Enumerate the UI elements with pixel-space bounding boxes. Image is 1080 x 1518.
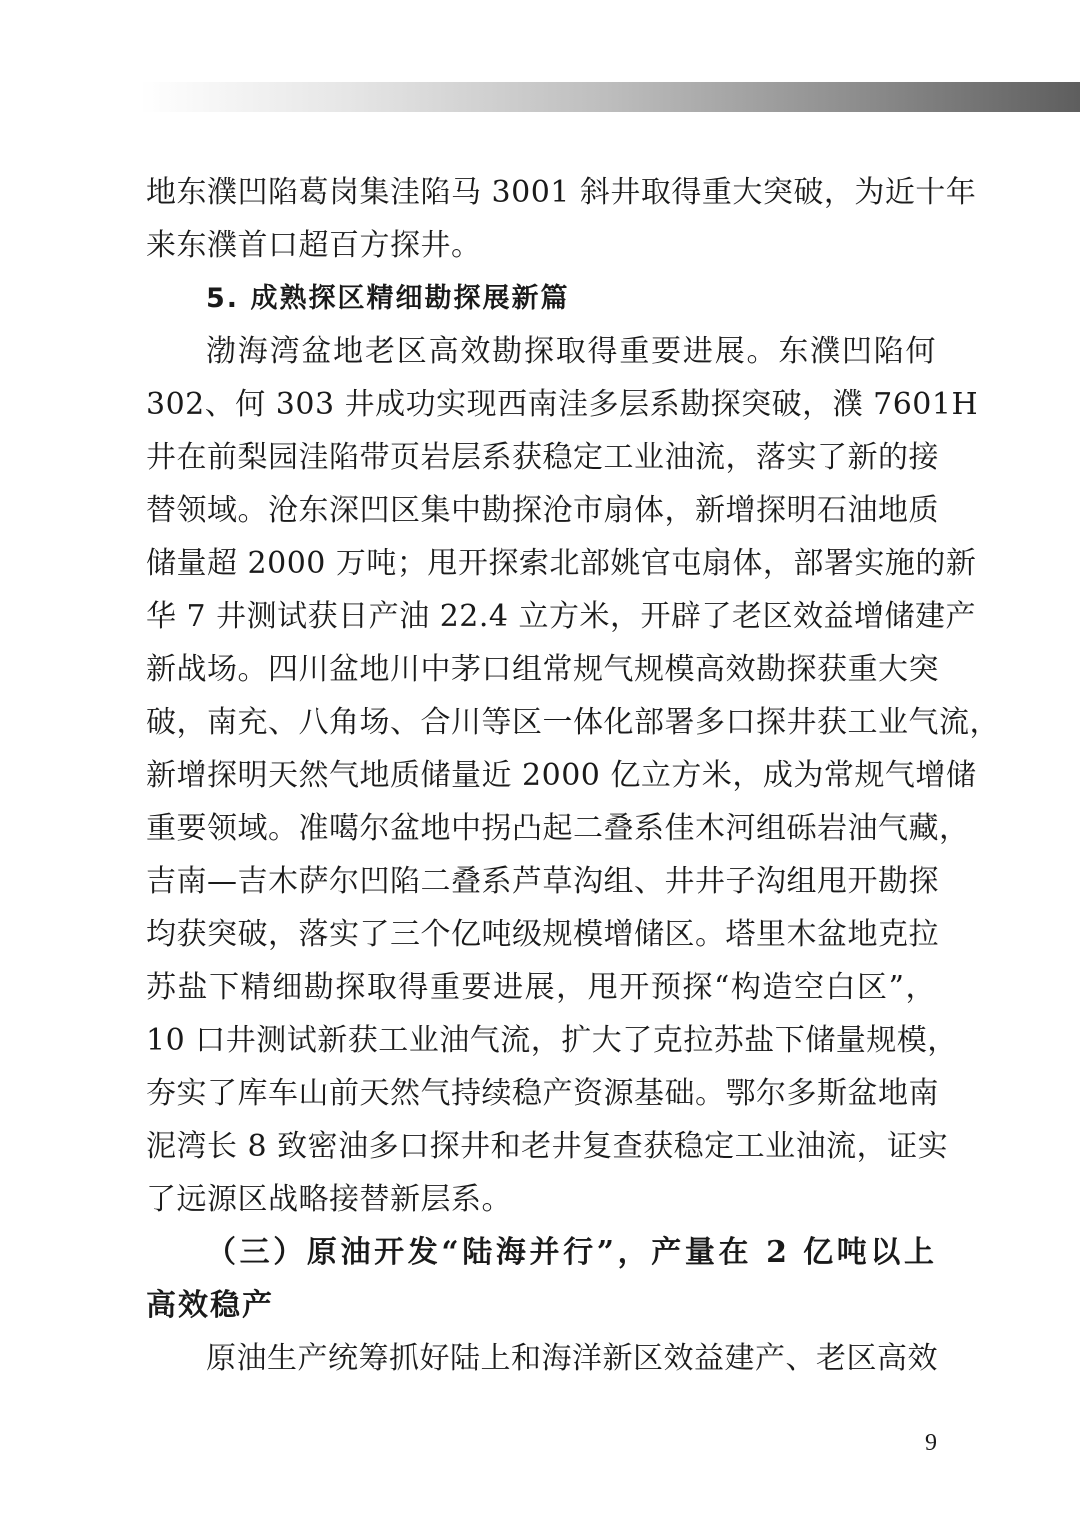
body-line: 地东濮凹陷葛岗集洼陷马 3001 斜井取得重大突破，为近十年	[146, 175, 977, 210]
section-heading: 高效稳产	[146, 1288, 274, 1323]
body-line: 苏盐下精细勘探取得重要进展，甩开预探“构造空白区”，	[146, 970, 936, 1005]
body-line: 破，南充、八角场、合川等区一体化部署多口探井获工业气流，	[146, 705, 1000, 740]
body-line: 302、何 303 井成功实现西南洼多层系勘探突破，濮 7601H	[146, 387, 979, 422]
body-line: 夯实了库车山前天然气持续稳产资源基础。鄂尔多斯盆地南	[146, 1076, 939, 1111]
subheading: 5. 成熟探区精细勘探展新篇	[206, 283, 570, 314]
body-line: 井在前梨园洼陷带页岩层系获稳定工业油流，落实了新的接	[146, 440, 939, 475]
body-line: 华 7 井测试获日产油 22.4 立方米，开辟了老区效益增储建产	[146, 599, 977, 634]
body-line: 新增探明天然气地质储量近 2000 亿立方米，成为常规气增储	[146, 758, 977, 793]
body-line: 新战场。四川盆地川中茅口组常规气规模高效勘探获重大突	[146, 652, 939, 687]
body-line: 重要领域。准噶尔盆地中拐凸起二叠系佳木河组砾岩油气藏，	[146, 811, 970, 846]
section-heading: （三）原油开发“陆海并行”，产量在 2 亿吨以上	[206, 1235, 936, 1270]
body-line: 均获突破，落实了三个亿吨级规模增储区。塔里木盆地克拉	[146, 917, 939, 952]
body-line: 储量超 2000 万吨；甩开探索北部姚官屯扇体，部署实施的新	[146, 546, 977, 581]
body-line: 替领域。沧东深凹区集中勘探沧市扇体，新增探明石油地质	[146, 493, 939, 528]
body-line: 泥湾长 8 致密油多口探井和老井复查获稳定工业油流，证实	[146, 1129, 949, 1164]
page-number: 9	[925, 1430, 937, 1456]
body-line: 渤海湾盆地老区高效勘探取得重要进展。东濮凹陷何	[206, 334, 936, 369]
page-body	[146, 166, 1000, 1385]
body-line: 来东濮首口超百方探井。	[146, 228, 482, 263]
header-gradient-bar	[140, 82, 1080, 112]
body-line: 原油生产统筹抓好陆上和海洋新区效益建产、老区高效	[206, 1341, 938, 1376]
body-line: 了远源区战略接替新层系。	[146, 1182, 512, 1217]
body-line: 吉南—吉木萨尔凹陷二叠系芦草沟组、井井子沟组甩开勘探	[146, 864, 939, 899]
body-line: 10 口井测试新获工业油气流，扩大了克拉苏盐下储量规模，	[146, 1023, 958, 1058]
